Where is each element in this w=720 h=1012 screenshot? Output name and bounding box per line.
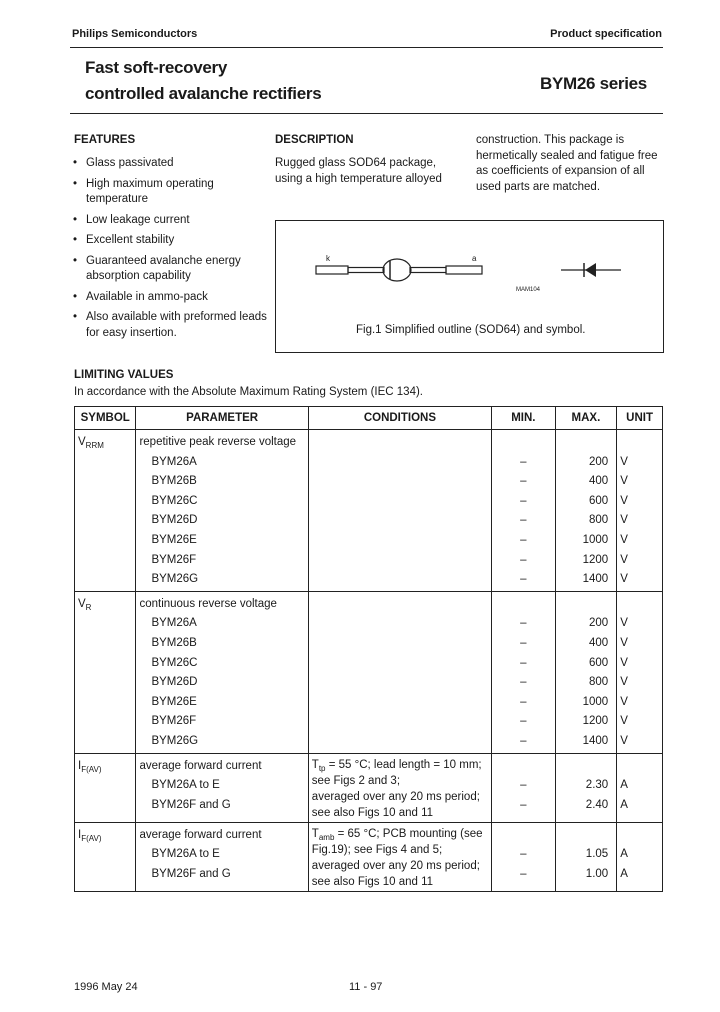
min-value: – — [520, 455, 527, 468]
condition-symbol: T — [311, 827, 319, 840]
condition-line — [312, 826, 488, 842]
symbol-subscript: F(AV) — [81, 764, 102, 774]
type-name: BYM26E — [151, 533, 197, 546]
type-name: BYM26E — [151, 695, 197, 708]
spacer — [559, 826, 609, 846]
symbol-main: V — [78, 597, 86, 610]
condition-text: see Figs 2 and 3; — [311, 774, 401, 787]
min-value: – — [520, 734, 527, 747]
min-value: – — [520, 715, 527, 728]
col-conditions: CONDITIONS — [308, 407, 491, 430]
min-value: – — [520, 494, 527, 507]
min-value: – — [520, 656, 527, 669]
col-min: MIN. — [492, 407, 556, 430]
condition-text: = 65 °C; PCB mounting (see — [334, 827, 483, 840]
spacer — [559, 595, 609, 615]
parameter-cell — [136, 430, 308, 592]
symbol-main: I — [78, 759, 82, 772]
unit-cell — [617, 591, 663, 753]
unit-value: V — [620, 455, 628, 468]
max-value: 400 — [589, 636, 609, 649]
condition-line — [312, 757, 488, 773]
feature-item: • Excellent stability — [72, 233, 272, 249]
condition-line — [312, 789, 488, 805]
min-value: – — [520, 573, 527, 586]
max-value: 1400 — [582, 734, 609, 747]
min-value: – — [520, 636, 527, 649]
spacer — [620, 433, 659, 453]
max-value: 1000 — [582, 695, 609, 708]
type-name: BYM26G — [151, 734, 199, 747]
symbol-subscript: F(AV) — [81, 833, 102, 843]
max-value: 1200 — [582, 715, 609, 728]
col-symbol: SYMBOL — [75, 407, 136, 430]
condition-symbol: T — [311, 758, 319, 771]
table-row — [75, 753, 663, 822]
spacer — [559, 433, 609, 453]
max-value: 1.00 — [585, 867, 609, 880]
max-value: 800 — [589, 676, 609, 689]
condition-text: averaged over any 20 ms period; — [311, 790, 480, 803]
unit-value: V — [620, 494, 628, 507]
features-heading: FEATURES — [74, 134, 136, 146]
parameter-name: repetitive peak reverse voltage — [139, 436, 297, 448]
spacer — [620, 595, 659, 615]
type-name: BYM26A — [151, 455, 197, 468]
symbol-main: V — [78, 436, 86, 448]
type-name: BYM26A to E — [151, 848, 220, 861]
parameter-name: average forward current — [139, 759, 262, 772]
condition-line — [312, 842, 488, 858]
min-value: – — [520, 867, 527, 880]
parameter-name: average forward current — [139, 828, 262, 841]
condition-text: see also Figs 10 and 11 — [311, 806, 434, 819]
condition-text: averaged over any 20 ms period; — [311, 859, 480, 872]
page-title-line1: Fast soft-recovery — [85, 58, 227, 77]
unit-value: V — [620, 715, 628, 728]
max-value: 1000 — [582, 533, 609, 546]
limiting-values-table — [74, 406, 663, 892]
unit-value: V — [620, 676, 628, 689]
min-cell — [492, 591, 556, 753]
limiting-intro: In accordance with the Absolute Maximum Rating System (IEC 134). — [74, 386, 423, 398]
feature-item: • High maximum operating temperature — [72, 177, 272, 208]
col-max: MAX. — [555, 407, 617, 430]
symbol-subscript: RRM — [85, 441, 104, 450]
feature-item: • Low leakage current — [72, 213, 272, 229]
symbol-cell — [75, 591, 136, 753]
condition-text: see also Figs 10 and 11 — [311, 875, 434, 888]
unit-value: V — [620, 573, 628, 586]
max-value: 2.40 — [585, 798, 609, 811]
footer-date: 1996 May 24 — [74, 981, 138, 993]
company-name: Philips Semiconductors — [72, 28, 198, 40]
max-cell — [555, 430, 617, 592]
unit-cell — [617, 753, 663, 822]
spacer — [495, 595, 552, 615]
min-cell — [492, 822, 556, 891]
footer-page: 11 - 97 — [349, 981, 383, 993]
page-title-line2: controlled avalanche rectifiers — [85, 84, 322, 103]
min-value: – — [520, 798, 527, 811]
max-value: 1.05 — [585, 848, 609, 861]
condition-subscript: amb — [318, 832, 335, 842]
anode-label: a — [472, 254, 477, 263]
conditions-cell — [308, 591, 491, 753]
limiting-heading: LIMITING VALUES — [74, 369, 174, 381]
unit-value: V — [620, 533, 628, 546]
type-name: BYM26D — [151, 514, 198, 527]
unit-value: V — [620, 695, 628, 708]
unit-value: V — [620, 553, 628, 566]
unit-value: A — [620, 848, 628, 861]
type-name: BYM26G — [151, 573, 199, 586]
min-value: – — [520, 676, 527, 689]
type-name: BYM26A to E — [151, 779, 220, 792]
unit-value: A — [620, 779, 628, 792]
description-text-2: construction. This package is hermetically sealed and fatigue free as coefficients of expansion of all used parts are matched. — [476, 134, 658, 193]
min-value: – — [520, 514, 527, 527]
col-parameter: PARAMETER — [136, 407, 308, 430]
spacer — [559, 757, 609, 777]
unit-value: V — [620, 475, 628, 488]
table-row — [75, 822, 663, 891]
series-title: BYM26 series — [540, 74, 647, 93]
max-value: 2.30 — [585, 779, 609, 792]
max-cell — [555, 591, 617, 753]
type-name: BYM26F — [151, 553, 197, 566]
col-unit: UNIT — [617, 407, 663, 430]
max-value: 600 — [589, 656, 609, 669]
max-value: 200 — [589, 455, 609, 468]
parameter-cell — [136, 591, 308, 753]
feature-item: • Also available with preformed leads for easy insertion. — [72, 310, 272, 341]
doc-type: Product specification — [550, 28, 662, 40]
condition-line — [312, 874, 488, 890]
feature-item: • Guaranteed avalanche energy absorption capability — [72, 254, 272, 285]
min-value: – — [520, 553, 527, 566]
max-cell — [555, 753, 617, 822]
description-text-1: Rugged glass SOD64 package, using a high temperature alloyed — [275, 157, 442, 185]
conditions-cell — [308, 753, 491, 822]
unit-value: V — [620, 636, 628, 649]
figure-caption: Fig.1 Simplified outline (SOD64) and symbol. — [356, 324, 586, 336]
table-row — [75, 591, 663, 753]
features-list — [72, 156, 272, 346]
unit-value: V — [620, 656, 628, 669]
condition-line — [312, 858, 488, 874]
unit-cell — [617, 430, 663, 592]
type-name: BYM26C — [151, 656, 198, 669]
title-rule — [70, 113, 663, 114]
type-name: BYM26A — [151, 617, 197, 630]
spacer — [495, 433, 552, 453]
type-name: BYM26D — [151, 676, 198, 689]
conditions-cell — [308, 822, 491, 891]
header-rule — [70, 47, 663, 48]
unit-value: A — [620, 798, 628, 811]
unit-value: V — [620, 514, 628, 527]
max-cell — [555, 822, 617, 891]
condition-subscript: tp — [318, 763, 326, 773]
spacer — [620, 826, 659, 846]
symbol-main: I — [78, 828, 82, 841]
condition-text: Fig.19); see Figs 4 and 5; — [311, 843, 443, 856]
condition-line — [312, 773, 488, 789]
type-name: BYM26C — [151, 494, 198, 507]
description-heading: DESCRIPTION — [275, 134, 354, 146]
conditions-cell — [308, 430, 491, 592]
type-name: BYM26B — [151, 636, 197, 649]
symbol-cell — [75, 430, 136, 592]
max-value: 1400 — [582, 573, 609, 586]
max-value: 600 — [589, 494, 609, 507]
spacer — [495, 757, 552, 777]
symbol-cell — [75, 753, 136, 822]
parameter-cell — [136, 753, 308, 822]
condition-line — [312, 805, 488, 821]
min-value: – — [520, 475, 527, 488]
type-name: BYM26F — [151, 715, 197, 728]
unit-value: V — [620, 734, 628, 747]
table-header-row — [75, 407, 663, 430]
unit-cell — [617, 822, 663, 891]
min-value: – — [520, 617, 527, 630]
parameter-name: continuous reverse voltage — [139, 597, 277, 610]
type-name: BYM26F and G — [151, 867, 231, 880]
symbol-subscript: R — [85, 602, 92, 612]
figure-box — [275, 220, 664, 353]
min-cell — [492, 753, 556, 822]
max-value: 800 — [589, 514, 609, 527]
spacer — [495, 826, 552, 846]
min-value: – — [520, 848, 527, 861]
feature-item: • Available in ammo-pack — [72, 290, 272, 306]
type-name: BYM26F and G — [151, 798, 231, 811]
max-value: 1200 — [582, 553, 609, 566]
table-row — [75, 430, 663, 592]
type-name: BYM26B — [151, 475, 197, 488]
min-value: – — [520, 779, 527, 792]
feature-item: • Glass passivated — [72, 156, 272, 172]
cathode-label: k — [326, 254, 330, 263]
min-cell — [492, 430, 556, 592]
spacer — [620, 757, 659, 777]
condition-text: = 55 °C; lead length = 10 mm; — [325, 758, 482, 771]
parameter-cell — [136, 822, 308, 891]
drawing-code: MAM104 — [516, 287, 541, 293]
max-value: 400 — [589, 475, 609, 488]
max-value: 200 — [589, 617, 609, 630]
symbol-cell — [75, 822, 136, 891]
unit-value: A — [620, 867, 628, 880]
unit-value: V — [620, 617, 628, 630]
min-value: – — [520, 695, 527, 708]
min-value: – — [520, 533, 527, 546]
